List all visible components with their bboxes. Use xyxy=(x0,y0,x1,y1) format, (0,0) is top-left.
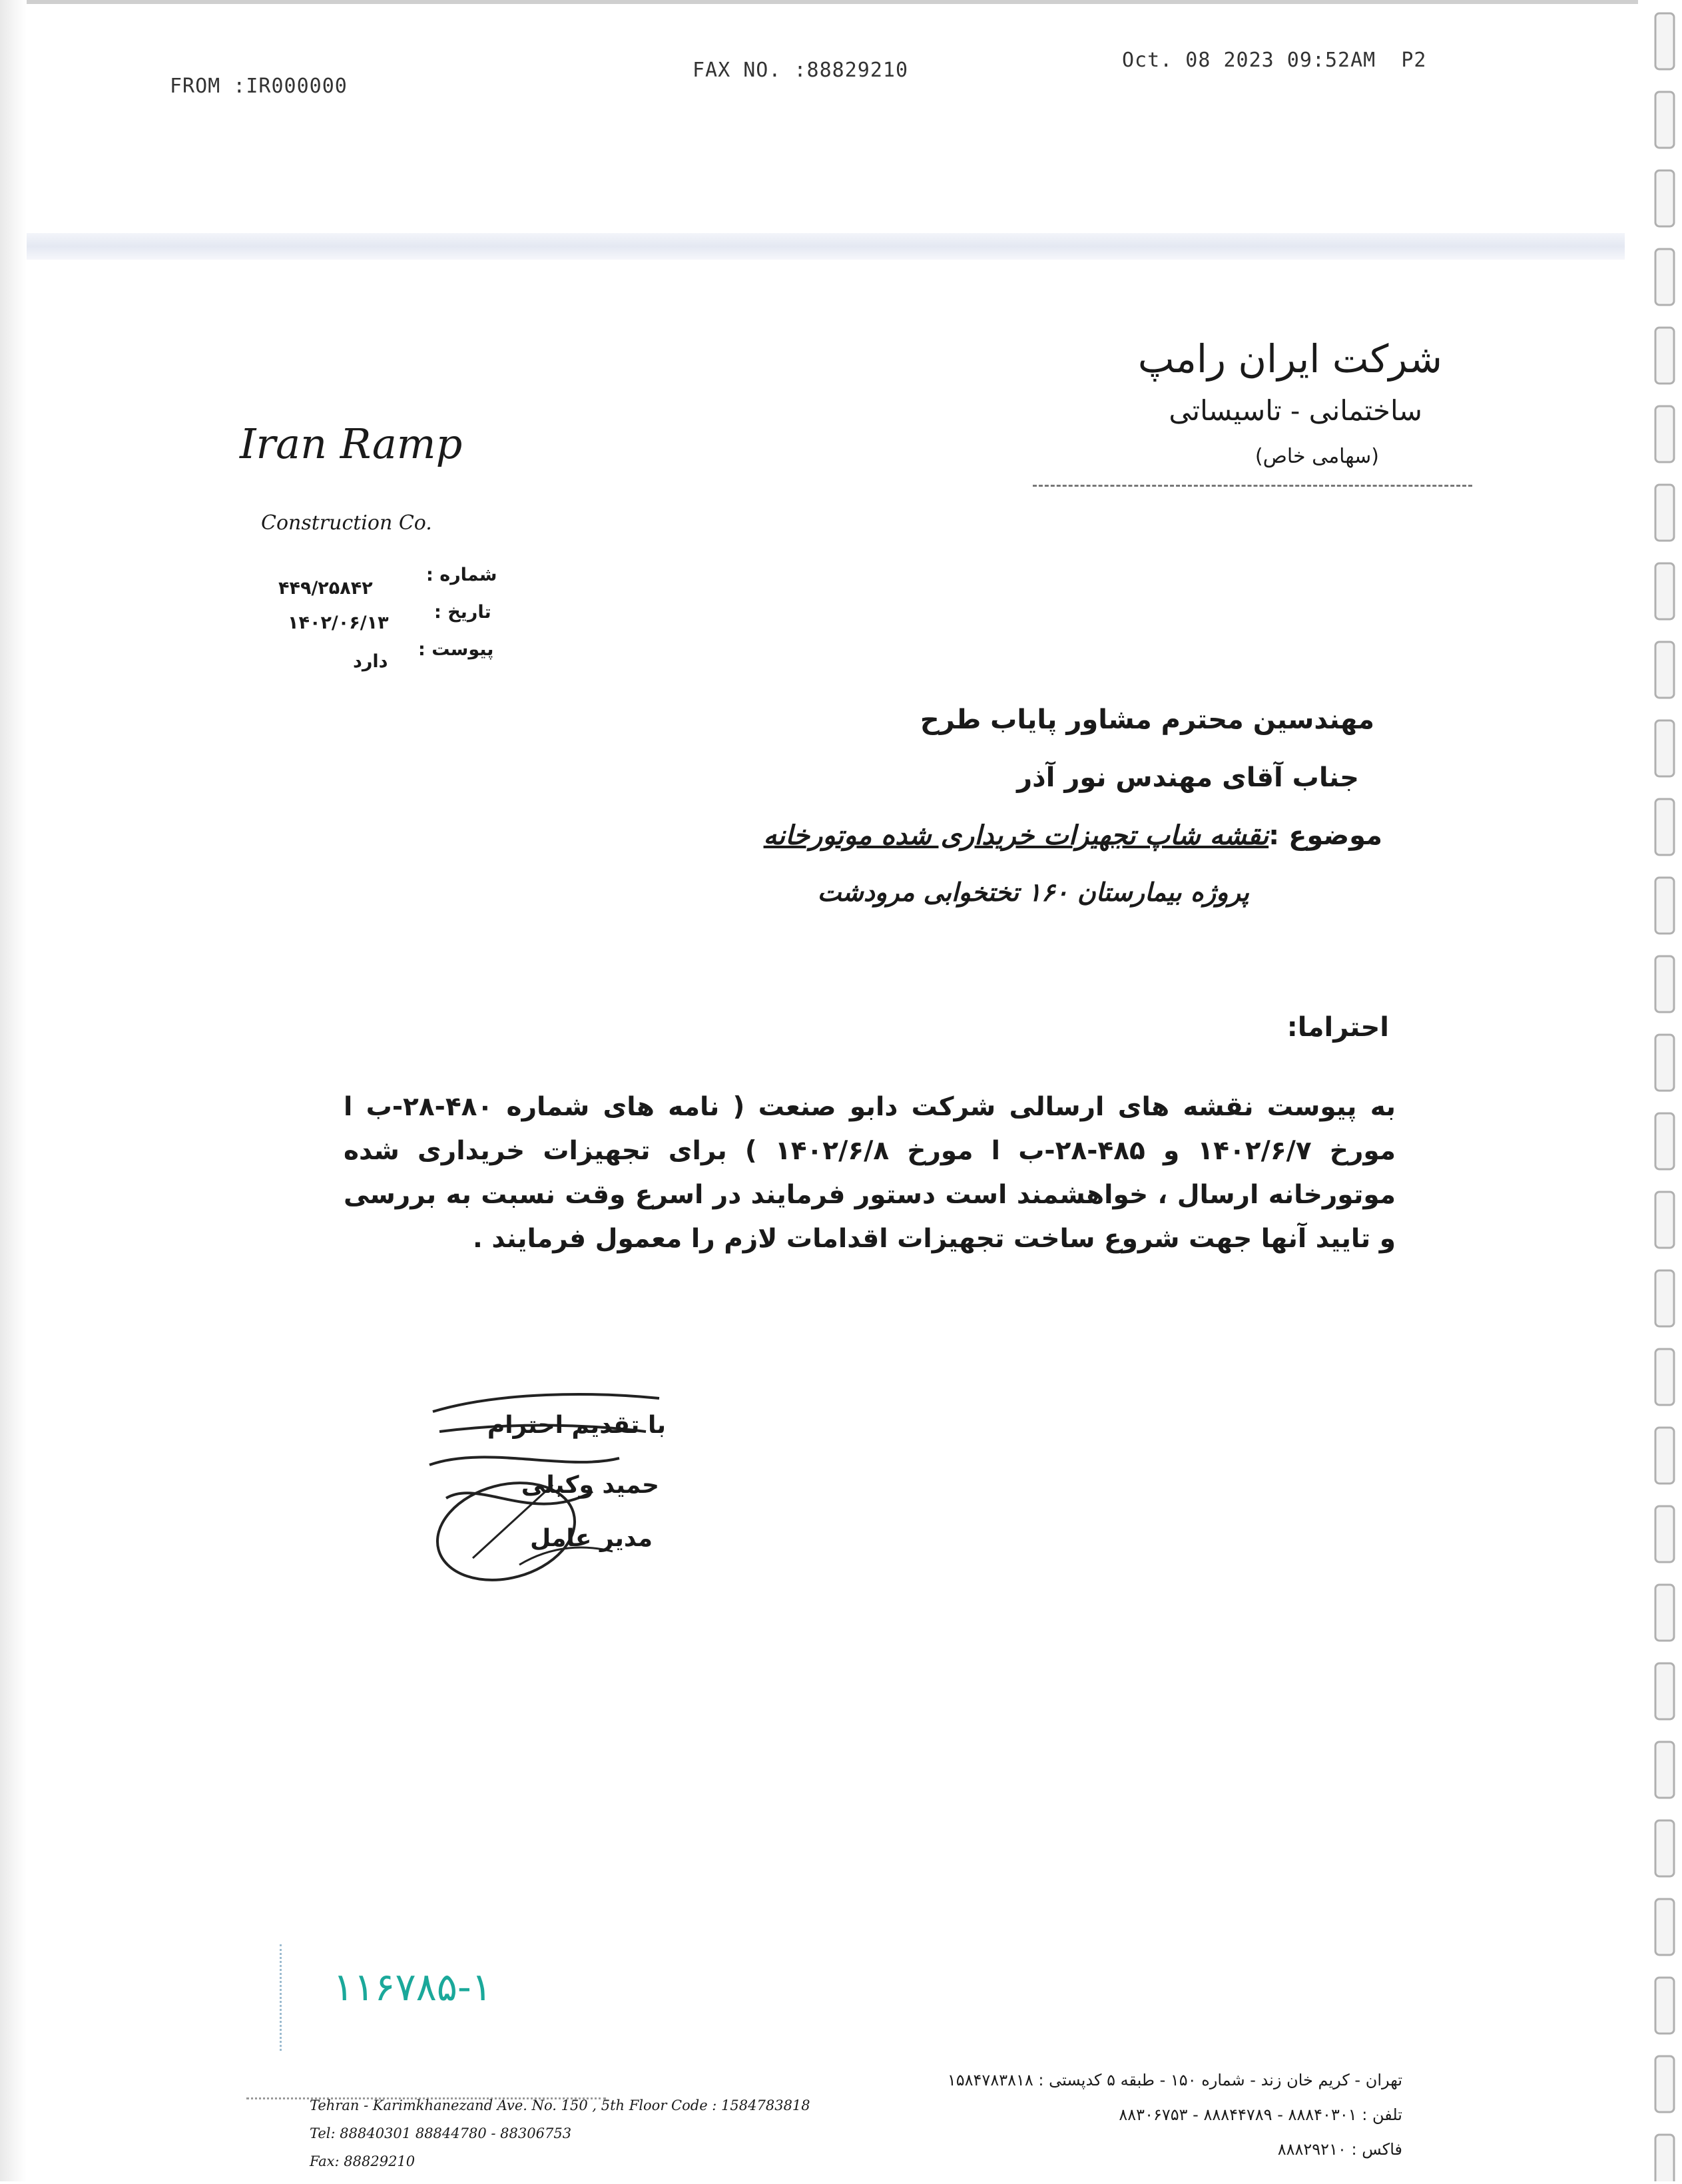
subject-line xyxy=(764,820,1382,851)
binding-ring xyxy=(1655,13,1674,69)
binding-ring xyxy=(1655,1192,1674,1248)
comb-binding xyxy=(1629,0,1682,2181)
ref-attachment-label: پیوست : xyxy=(418,639,494,660)
binding-ring xyxy=(1655,92,1674,148)
binding-ring xyxy=(1655,1585,1674,1641)
footer-fax-fa: فاکس : ۸۸۸۲۹۲۱۰ xyxy=(1277,2140,1402,2159)
fax-from: FROM :IR000000 xyxy=(170,75,348,98)
binding-ring xyxy=(1655,1270,1674,1326)
binding-ring xyxy=(1655,720,1674,776)
company-name-en: Iran Ramp xyxy=(240,419,463,468)
binding-ring xyxy=(1655,1742,1674,1798)
company-legal-form-fa: (سهامی خاص) xyxy=(1255,445,1379,468)
subject-text: نقشه شاپ تجهیزات خریداری شده موتورخانه xyxy=(763,820,1269,851)
binding-ring xyxy=(1655,1663,1674,1719)
footer-fax-en: Fax: 88829210 xyxy=(310,2153,416,2169)
binding-ring xyxy=(1655,1506,1674,1562)
ref-attachment-value: دارد xyxy=(353,651,388,672)
margin-mark xyxy=(280,1944,284,2051)
binding-ring xyxy=(1655,1113,1674,1169)
ref-date-value: ۱۴۰۲/۰۶/۱۳ xyxy=(288,613,389,633)
ref-number-label: شماره : xyxy=(426,565,497,585)
footer-address-en: Tehran - Karimkhanezand Ave. No. 150 , 5th Floor Code : 1584783818 xyxy=(310,2097,810,2113)
addressee-line: مهندسین محترم مشاور پایاب طرح xyxy=(920,704,1374,735)
fax-header-band xyxy=(27,233,1625,260)
company-subtitle-en: Construction Co. xyxy=(261,511,432,535)
binding-ring xyxy=(1655,799,1674,855)
fax-datetime: Oct. 08 2023 09:52AM P2 xyxy=(1122,49,1427,72)
footer-tel-en: Tel: 88840301 88844780 - 88306753 xyxy=(310,2125,572,2141)
letterhead-divider xyxy=(1033,485,1472,487)
fax-number: FAX NO. :88829210 xyxy=(693,59,909,82)
binding-ring xyxy=(1655,406,1674,462)
subject-label: موضوع : xyxy=(1268,820,1382,851)
ref-date-label: تاریخ : xyxy=(434,602,491,623)
binding-ring xyxy=(1655,642,1674,698)
binding-ring xyxy=(1655,249,1674,305)
addressee-attention: جناب آقای مهندس نور آذر xyxy=(1017,762,1359,793)
binding-ring xyxy=(1655,563,1674,619)
binding-rings-icon xyxy=(1629,0,1682,2181)
binding-ring xyxy=(1655,2056,1674,2112)
footer-address-fa: تهران - کریم خان زند - شماره ۱۵۰ - طبقه ۵ کدپستی : ۱۵۸۴۷۸۳۸۱۸ xyxy=(947,2071,1402,2089)
binding-ring xyxy=(1655,328,1674,384)
project-name: پروژه بیمارستان ۱۶۰ تختخوابی مرودشت xyxy=(817,878,1249,907)
binding-ring xyxy=(1655,485,1674,541)
signatory-name: حمید وکیلی xyxy=(521,1472,659,1499)
signatory-title: مدیر عامل xyxy=(529,1525,653,1552)
binding-ring xyxy=(1655,1820,1674,1876)
company-name-fa: شرکت ایران رامپ xyxy=(1137,336,1442,382)
closing-block xyxy=(433,1398,686,1571)
binder-edge xyxy=(0,0,27,2181)
scan-top-edge xyxy=(27,0,1638,4)
closing-regards: با تقدیم احترام xyxy=(487,1412,666,1439)
company-type-fa: ساختمانی - تاسیساتی xyxy=(1169,394,1422,427)
binding-ring xyxy=(1655,1899,1674,1955)
ref-number-value: ۴۴۹/۲۵۸۴۲ xyxy=(278,578,373,599)
binding-ring xyxy=(1655,1978,1674,2034)
binding-ring xyxy=(1655,2135,1674,2181)
binding-ring xyxy=(1655,956,1674,1012)
binding-ring xyxy=(1655,170,1674,226)
letter-body: به پیوست نقشه های ارسالی شرکت دابو صنعت ( نامه های شماره ۴۸۰-۲۸-ب ا مورخ ۱۴۰۲/۶/۷ و ۴۸۵-۲۸-ب ا مورخ ۱۴۰۲/۶/۸ ) برای تجهیزات خریداری شده موتورخانه ارسال ، خواهشمند است دستور فرمایند در اسرع وقت نسبت به بررسی و تایید آنها جهت شروع ساخت تجهیزات اقدامات لازم را معمول فرمایند . xyxy=(344,1092,1396,1254)
handwritten-registration-number: ۱۱۶۷۸۵-۱ xyxy=(333,1964,492,2010)
binding-ring xyxy=(1655,878,1674,934)
salutation: احتراما: xyxy=(1286,1012,1389,1043)
binding-ring xyxy=(1655,1428,1674,1484)
binding-ring xyxy=(1655,1349,1674,1405)
binding-ring xyxy=(1655,1035,1674,1091)
footer-tel-fa: تلفن : ۸۸۸۴۰۳۰۱ - ۸۸۸۴۴۷۸۹ - ۸۸۳۰۶۷۵۳ xyxy=(1119,2105,1402,2124)
